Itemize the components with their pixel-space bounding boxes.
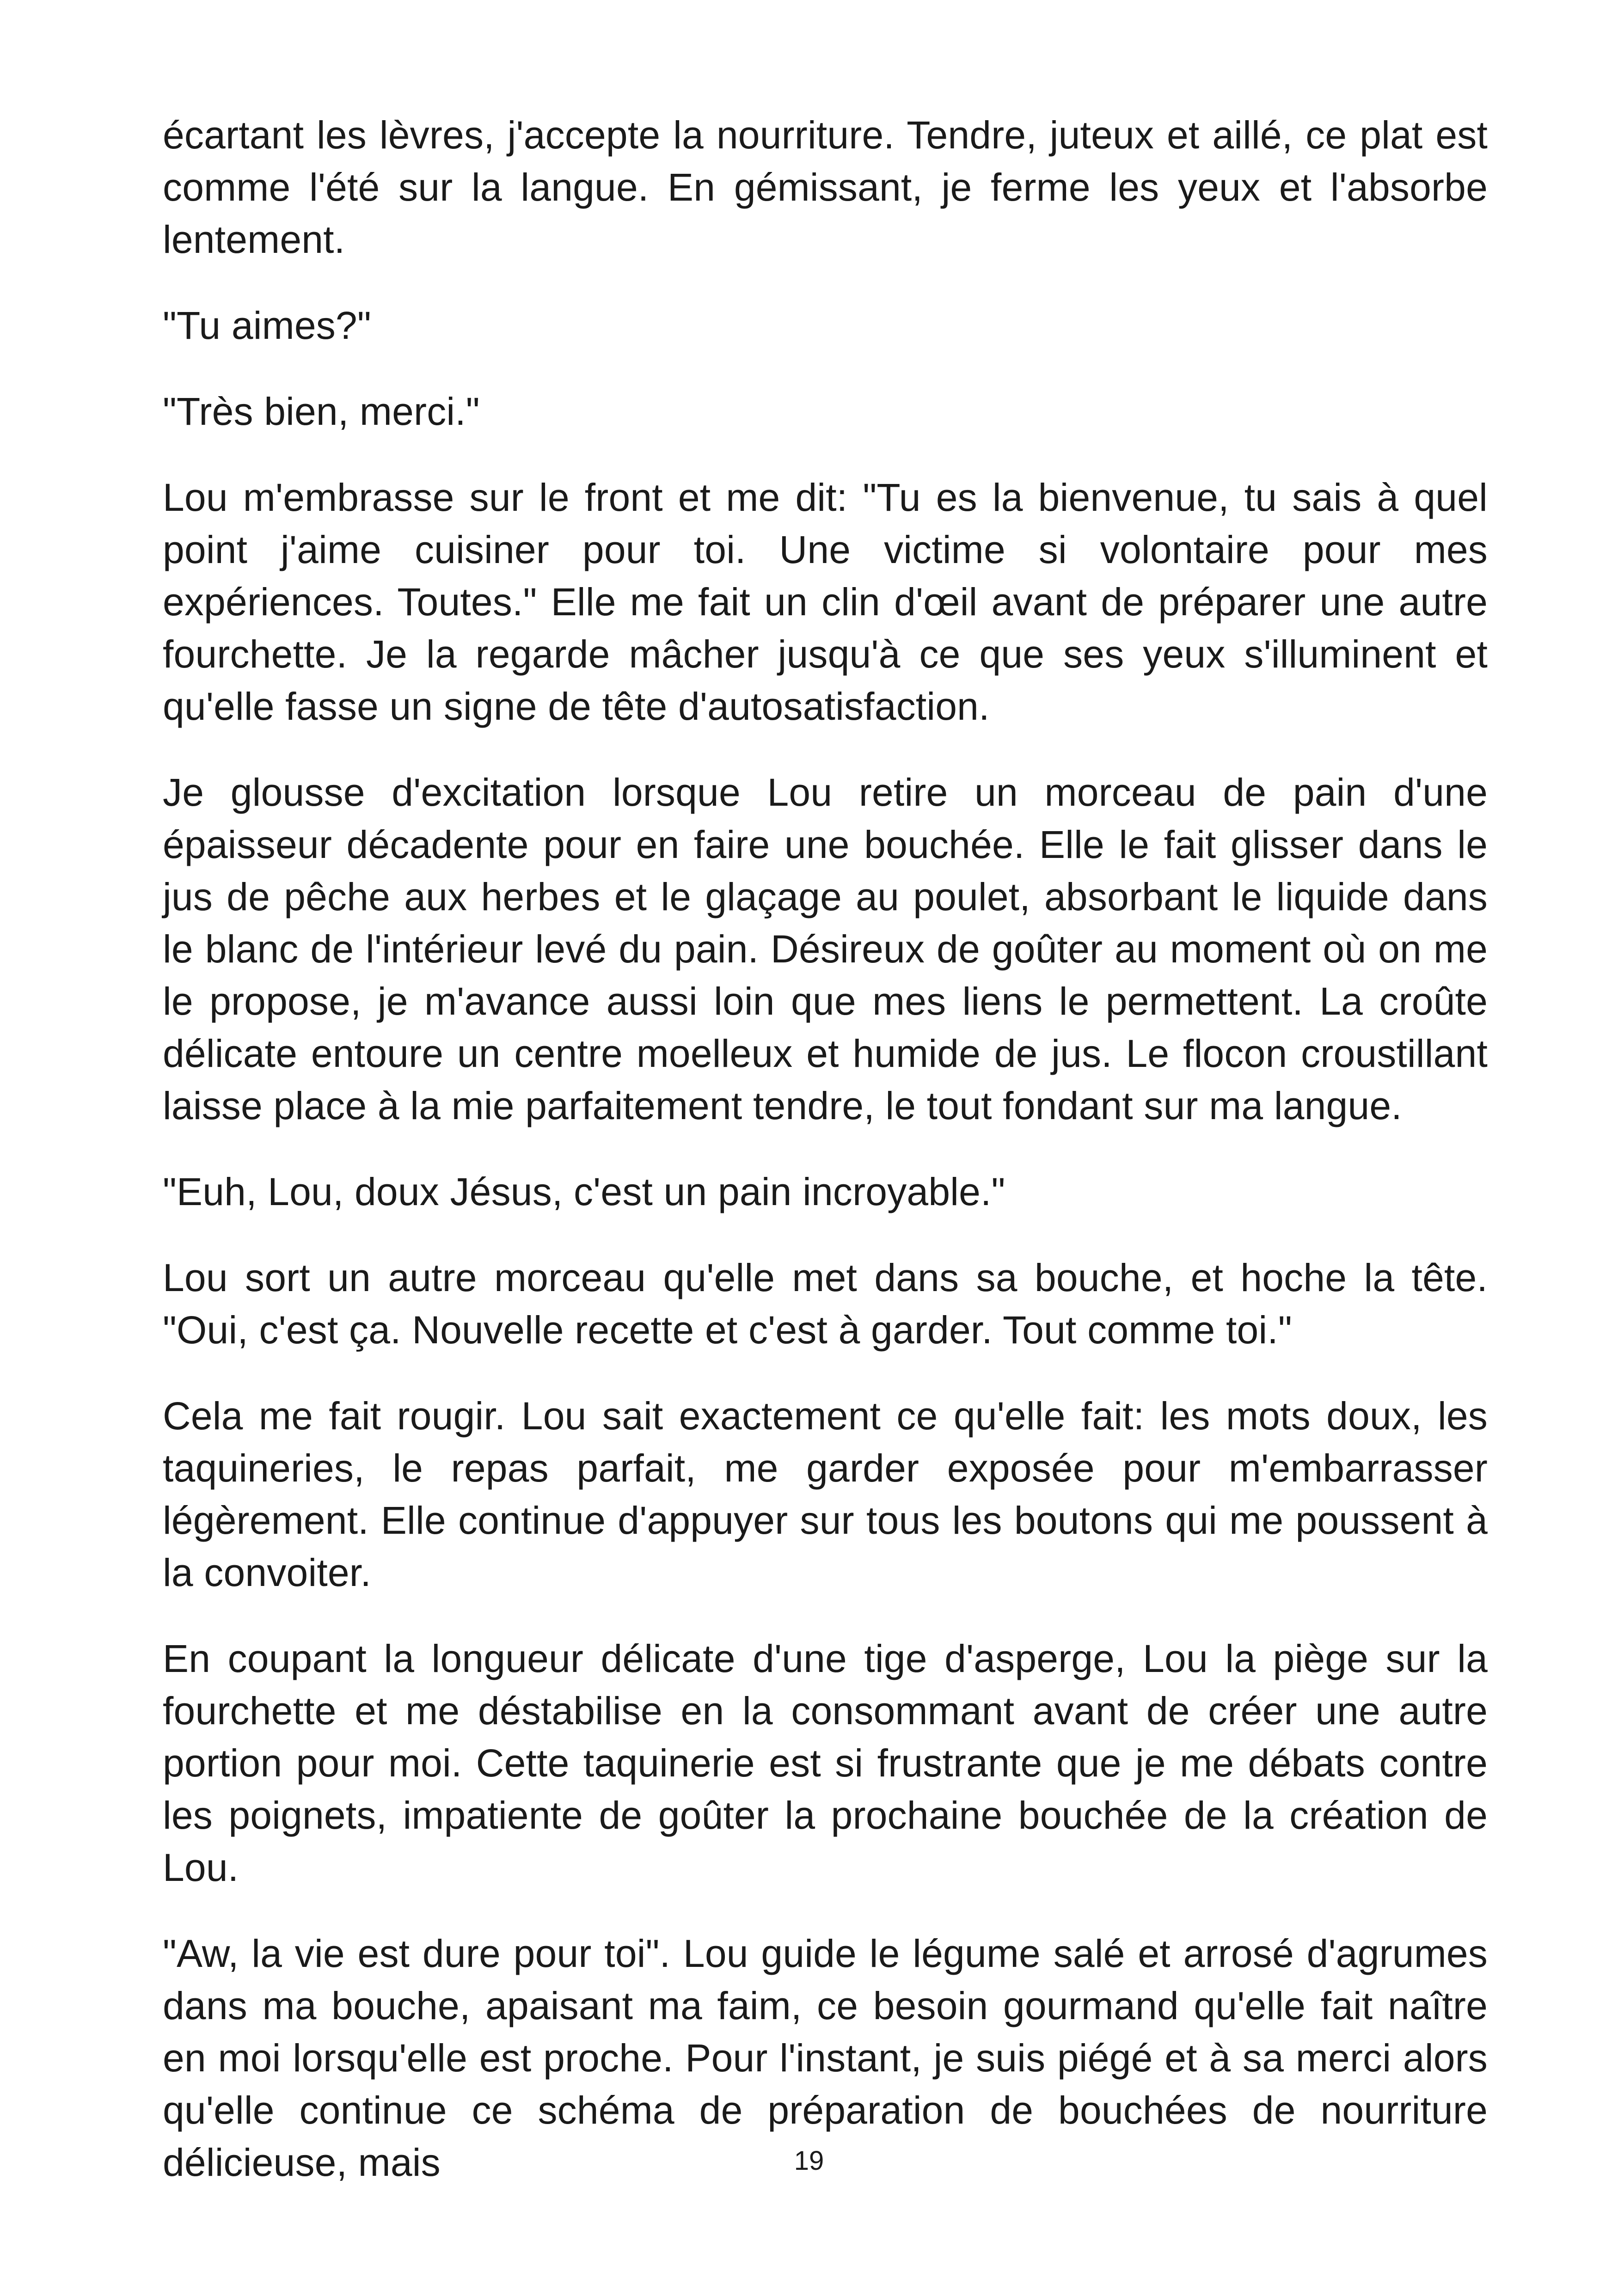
page-number: 19 bbox=[794, 2146, 824, 2176]
dialogue-line: "Tu aimes?" bbox=[163, 304, 371, 347]
paragraph: Lou m'embrasse sur le front et me dit: "Tu es la bienvenue, tu sais à quel point j'aime cuisiner pour toi. Une victime si volontaire pour mes expériences. Toutes." Elle me fait un clin d'œil avant de préparer une autre fourchette. Je la regarde mâcher jusqu'à ce que ses yeux s'illuminent et qu'elle fasse un signe de tête d'autosatisfaction. bbox=[163, 476, 1488, 728]
paragraph: Cela me fait rougir. Lou sait exactement ce qu'elle fait: les mots doux, les taquineries, le repas parfait, me garder exposée pour m'embarrasser légèrement. Elle continue d'appuyer sur tous les boutons qui me poussent à la convoiter. bbox=[163, 1394, 1488, 1594]
paragraph: Lou sort un autre morceau qu'elle met dans sa bouche, et hoche la tête. "Oui, c'est ça. Nouvelle recette et c'est à garder. Tout comme toi." bbox=[163, 1256, 1488, 1352]
paragraph: En coupant la longueur délicate d'une tige d'asperge, Lou la piège sur la fourchette et me déstabilise en la consommant avant de créer une autre portion pour moi. Cette taquinerie est si frustrante que je me débats contre les poignets, impatiente de goûter la prochaine bouchée de la création de Lou. bbox=[163, 1637, 1488, 1889]
paragraph: écartant les lèvres, j'accepte la nourriture. Tendre, juteux et aillé, ce plat est comme l'été sur la langue. En gémissant, je ferme les yeux et l'absorbe lentement. bbox=[163, 113, 1488, 261]
paragraph: "Aw, la vie est dure pour toi". Lou guide le légume salé et arrosé d'agrumes dans ma bouche, apaisant ma faim, ce besoin gourmand qu'elle fait naître en moi lorsqu'elle est proche. Pour l'instant, je suis piégé et à sa merci alors qu'elle continue ce schéma de préparation de bouchées de nourriture délicieuse, mais bbox=[163, 1932, 1488, 2184]
dialogue-line: "Très bien, merci." bbox=[163, 390, 480, 433]
dialogue-line: "Euh, Lou, doux Jésus, c'est un pain incroyable." bbox=[163, 1170, 1005, 1213]
body-text bbox=[163, 109, 1488, 2223]
paragraph: Je glousse d'excitation lorsque Lou retire un morceau de pain d'une épaisseur décadente pour en faire une bouchée. Elle le fait glisser dans le jus de pêche aux herbes et le glaçage au poulet, absorbant le liquide dans le blanc de l'intérieur levé du pain. Désireux de goûter au moment où on me le propose, je m'avance aussi loin que mes liens le permettent. La croûte délicate entoure un centre moelleux et humide de jus. Le flocon croustillant laisse place à la mie parfaitement tendre, le tout fondant sur ma langue. bbox=[163, 771, 1488, 1127]
